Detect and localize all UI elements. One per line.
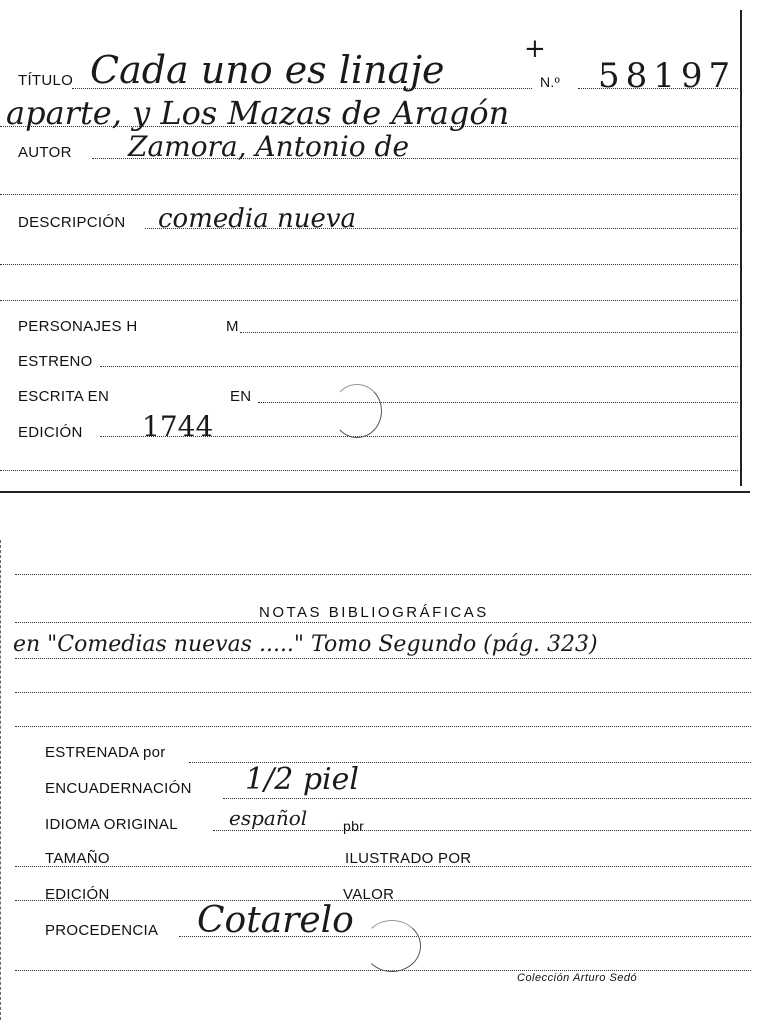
autor-label: AUTOR [18,144,72,161]
titulo-value-line1: Cada uno es linaje [90,48,445,92]
autor-value: Zamora, Antonio de [128,130,410,163]
personajes-m-label: M [226,318,239,335]
edicion2-label: EDICIÓN [45,886,110,903]
idioma-value: español [229,806,308,830]
valor-label: VALOR [343,886,395,903]
idioma-suffix: pbr [343,818,365,834]
estrenada-label: ESTRENADA por [45,744,166,761]
rule [240,332,738,333]
cross-mark: + [524,34,546,64]
titulo-value-line2: aparte, y Los Mazas de Aragón [6,94,510,132]
tamano-label: TAMAÑO [45,850,110,867]
edicion-value: 1744 [142,410,214,443]
coleccion-stamp: Colección Arturo Sedó [517,972,638,984]
notas-value: en "Comedias nuevas ....." Tomo Segundo (pág. 323) [13,632,598,657]
titulo-label: TÍTULO [18,72,74,89]
personajes-label: PERSONAJES H [18,318,138,335]
descripcion-value: comedia nueva [158,204,357,234]
rule [15,692,751,693]
rule [223,798,751,799]
procedencia-value: Cotarelo [197,900,354,941]
rule [15,658,751,659]
idioma-label: IDIOMA ORIGINAL [45,816,178,833]
procedencia-label: PROCEDENCIA [45,922,159,939]
rule [15,726,751,727]
encuadernacion-value: 1/2 piel [245,762,359,797]
rule [0,470,738,471]
escrita-label: ESCRITA EN [18,388,110,405]
numero-label: N.º [540,74,561,90]
rule [213,830,751,831]
numero-value: 58197 [598,56,737,96]
edicion-label: EDICIÓN [18,424,83,441]
rule [258,402,738,403]
rule [15,574,751,575]
punch-hole-mark [363,920,421,972]
rule [100,366,738,367]
rule [0,264,738,265]
encuadernacion-label: ENCUADERNACIÓN [45,780,192,797]
notas-heading: NOTAS BIBLIOGRÁFICAS [259,604,489,621]
rule [0,194,738,195]
estreno-label: ESTRENO [18,353,93,370]
card-separator [0,491,750,493]
rule [0,300,738,301]
escrita-en-label: EN [230,388,252,405]
ilustrado-label: ILUSTRADO POR [345,850,472,867]
descripcion-label: DESCRIPCIÓN [18,214,126,231]
catalog-card-back [0,540,741,1020]
rule [15,622,751,623]
punch-hole-mark [332,384,382,438]
catalog-card-front [0,10,742,486]
